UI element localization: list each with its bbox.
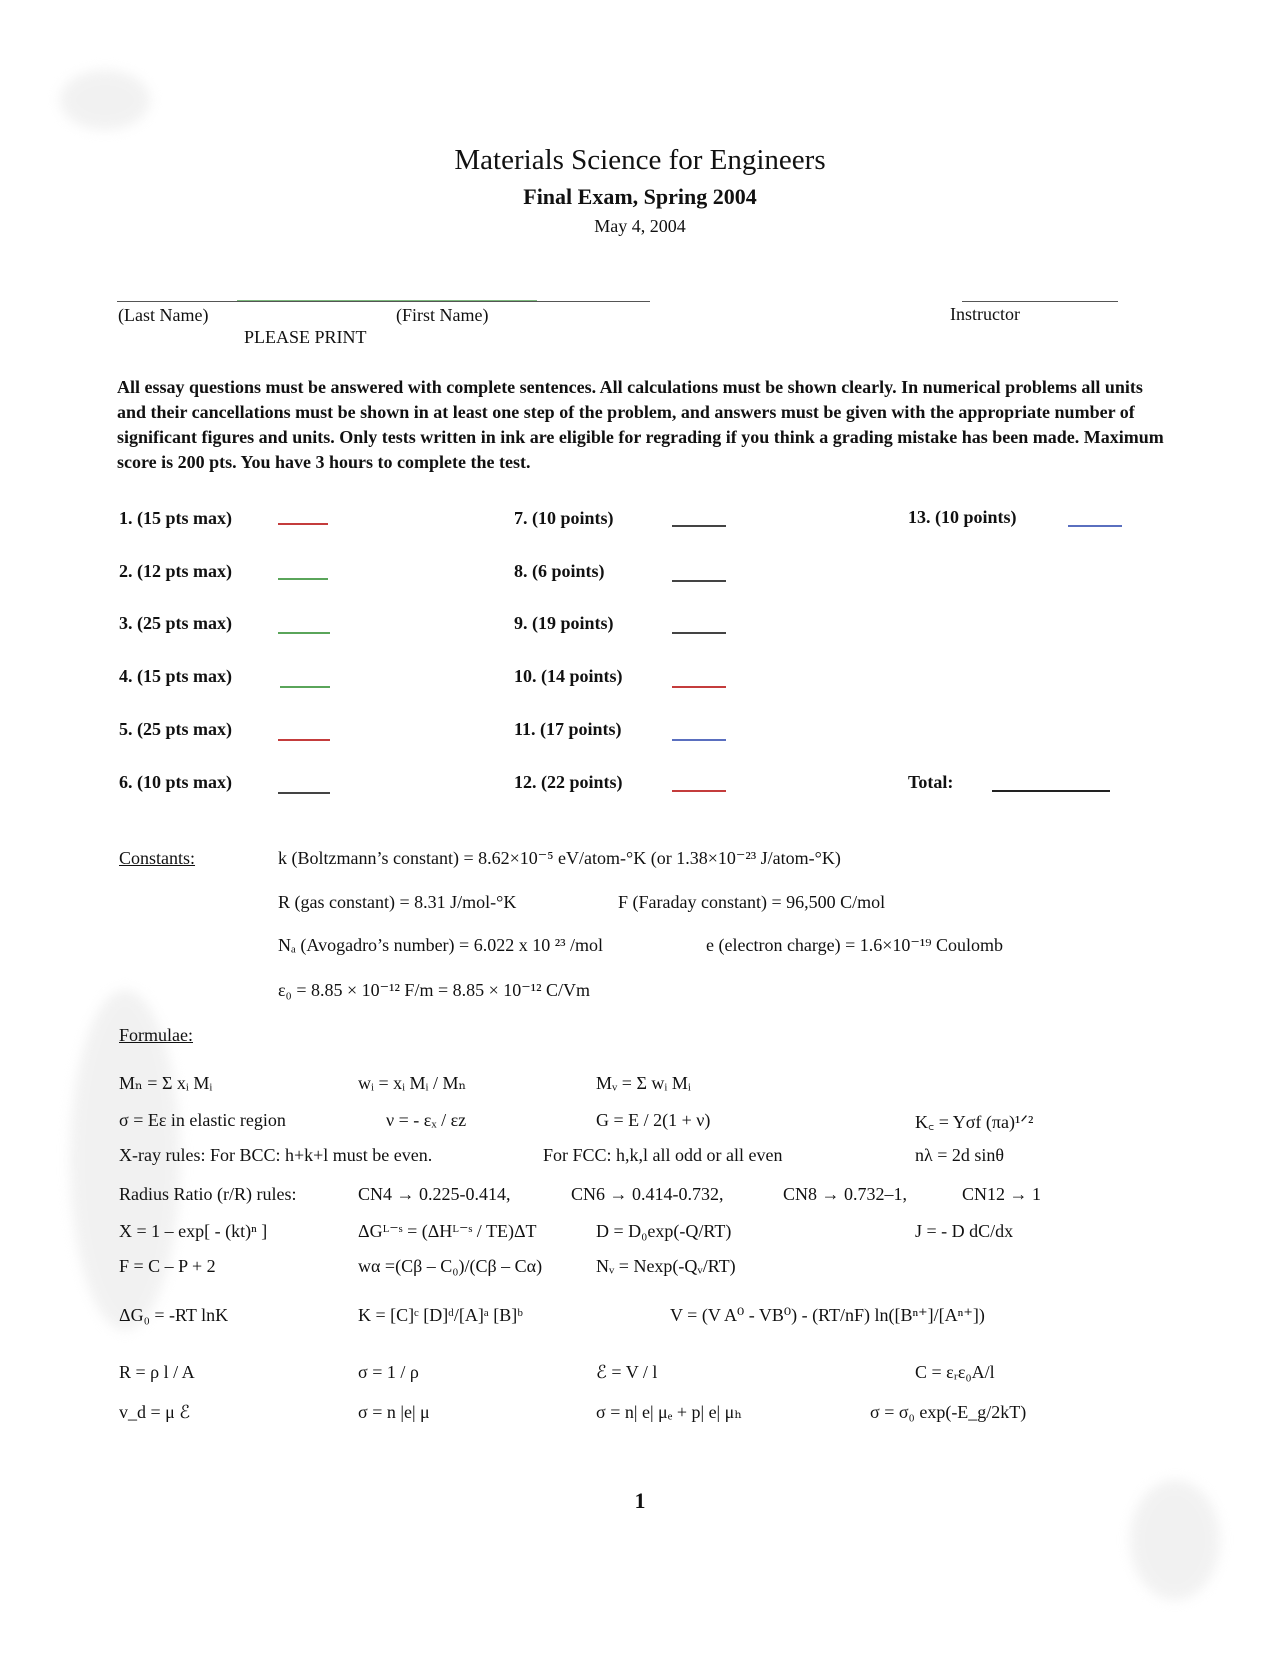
- formula-lever-rule: wα =(Cβ – C₀)/(Cβ – Cα): [358, 1256, 543, 1276]
- formula-conductivity-n: σ = n |e| μ: [358, 1402, 430, 1422]
- instructor-label: Instructor: [950, 304, 1020, 324]
- score-label-q12: 12. (22 points): [514, 772, 623, 792]
- instructor-line[interactable]: [962, 301, 1118, 302]
- score-label-q11: 11. (17 points): [514, 719, 622, 739]
- formula-capacitance: C = εᵣε₀A/l: [915, 1362, 995, 1382]
- formula-wi: wᵢ = xᵢ Mᵢ / Mₙ: [358, 1073, 467, 1093]
- formula-nernst: V = (V A⁰ - VB⁰) - (RT/nF) ln([Bⁿ⁺]/[Aⁿ⁺]): [670, 1305, 985, 1325]
- formula-bragg: nλ = 2d sinθ: [915, 1145, 1005, 1165]
- exam-title: Materials Science for Engineers: [454, 144, 826, 176]
- formula-resistance: R = ρ l / A: [119, 1362, 195, 1382]
- exam-date: May 4, 2004: [594, 216, 686, 236]
- formula-vacancies: Nᵥ = Nexp(-Qᵥ/RT): [596, 1256, 736, 1276]
- formula-fracture: K꜀ = Yσf (πa)¹ᐟ²: [915, 1112, 1034, 1132]
- constant-faraday: F (Faraday constant) = 96,500 C/mol: [618, 892, 886, 912]
- formula-poisson: ν = - εₓ / εz: [386, 1110, 467, 1130]
- instructions-paragraph: All essay questions must be answered with complete sentences. All calculations must be shown clearly. In numerical problems all units and their cancellations must be shown in at least one step of the problem, and answers must be given with the appropriate number of significant figures and units. Only tests written in ink are eligible for regrading if you think a grading mistake has been made. Maximum score is 200 pts. You have 3 hours to complete the test.: [117, 377, 1164, 472]
- score-blank-q11[interactable]: [672, 739, 726, 741]
- score-blank-q5[interactable]: [278, 739, 330, 741]
- formula-cn6: CN6 → 0.414-0.732,: [571, 1184, 724, 1204]
- score-blank-q2[interactable]: [278, 578, 328, 580]
- formula-radius-ratio: Radius Ratio (r/R) rules:: [119, 1184, 297, 1204]
- formula-drift-velocity: v_d = μ ℰ: [119, 1402, 191, 1422]
- formula-hooke: σ = Eε in elastic region: [119, 1110, 286, 1130]
- score-label-q4: 4. (15 pts max): [119, 666, 232, 686]
- score-blank-q10[interactable]: [672, 686, 726, 688]
- constant-permittivity: ε₀ = 8.85 × 10⁻¹² F/m = 8.85 × 10⁻¹² C/Vm: [278, 980, 591, 1000]
- exam-subtitle: Final Exam, Spring 2004: [523, 184, 757, 209]
- score-label-q13: 13. (10 points): [908, 507, 1017, 527]
- formula-mw: Mᵥ = Σ wᵢ Mᵢ: [596, 1073, 691, 1093]
- formula-phase-rule: F = C – P + 2: [119, 1256, 216, 1276]
- formula-conductivity: σ = 1 / ρ: [358, 1362, 419, 1382]
- score-label-q5: 5. (25 pts max): [119, 719, 232, 739]
- score-blank-q1[interactable]: [278, 523, 328, 525]
- score-label-q10: 10. (14 points): [514, 666, 623, 686]
- formula-field: ℰ = V / l: [596, 1362, 658, 1382]
- score-blank-q6[interactable]: [278, 792, 330, 794]
- score-blank-q7[interactable]: [672, 525, 726, 527]
- score-label-q7: 7. (10 points): [514, 508, 614, 528]
- score-label-q8: 8. (6 points): [514, 561, 605, 581]
- formula-shear: G = E / 2(1 + ν): [596, 1110, 711, 1130]
- formula-conductivity-np: σ = n| e| μₑ + p| e| μₕ: [596, 1402, 743, 1422]
- print-note: PLEASE PRINT: [244, 327, 367, 347]
- formula-avrami: X = 1 – exp[ - (kt)ⁿ ]: [119, 1221, 268, 1241]
- score-label-q3: 3. (25 pts max): [119, 613, 232, 633]
- formula-xray-fcc: For FCC: h,k,l all odd or all even: [543, 1145, 783, 1165]
- total-blank[interactable]: [992, 790, 1110, 792]
- score-blank-q3[interactable]: [278, 632, 330, 634]
- formula-xray-bcc: X-ray rules: For BCC: h+k+l must be even.: [119, 1145, 433, 1165]
- formula-fick: J = - D dC/dx: [915, 1221, 1014, 1241]
- formula-diffusivity: D = D₀exp(-Q/RT): [596, 1221, 732, 1241]
- score-label-q1: 1. (15 pts max): [119, 508, 232, 528]
- formula-cn8: CN8 → 0.732–1,: [783, 1184, 908, 1204]
- score-label-q6: 6. (10 pts max): [119, 772, 232, 792]
- score-label-q9: 9. (19 points): [514, 613, 614, 633]
- formula-cn12: CN12 → 1: [962, 1184, 1042, 1204]
- formula-gibbs: ΔG₀ = -RT lnK: [119, 1305, 229, 1325]
- constant-avogadro: Nₐ (Avogadro’s number) = 6.022 x 10 ²³ /mol: [278, 935, 603, 955]
- score-blank-q4[interactable]: [280, 686, 330, 688]
- total-label: Total:: [908, 772, 954, 792]
- score-blank-q9[interactable]: [672, 632, 726, 634]
- constant-electron-charge: e (electron charge) = 1.6×10⁻¹⁹ Coulomb: [706, 935, 1004, 955]
- constant-boltzmann: k (Boltzmann’s constant) = 8.62×10⁻⁵ eV/atom-°K (or 1.38×10⁻²³ J/atom-°K): [278, 848, 841, 868]
- formula-cn4: CN4 → 0.225-0.414,: [358, 1184, 511, 1204]
- last-name-label: (Last Name): [118, 305, 209, 325]
- score-blank-q13[interactable]: [1068, 525, 1122, 527]
- formula-mn: Mₙ = Σ xᵢ Mᵢ: [119, 1073, 213, 1093]
- score-blank-q12[interactable]: [672, 790, 726, 792]
- constant-gas: R (gas constant) = 8.31 J/mol-°K: [278, 892, 517, 912]
- formulae-heading: Formulae:: [119, 1025, 193, 1045]
- formula-equilibrium: K = [C]ᶜ [D]ᵈ/[A]ᵃ [B]ᵇ: [358, 1305, 523, 1325]
- first-name-label: (First Name): [396, 305, 489, 325]
- scan-smudge: [60, 70, 150, 130]
- formula-delta-g: ΔGᴸ⁻ˢ = (ΔHᴸ⁻ˢ / TE)ΔT: [358, 1221, 537, 1241]
- score-blank-q8[interactable]: [672, 580, 726, 582]
- name-line[interactable]: [117, 301, 650, 302]
- formula-intrinsic: σ = σ₀ exp(-E_g/2kT): [870, 1402, 1027, 1422]
- page-number: 1: [634, 1488, 646, 1513]
- constants-heading: Constants:: [119, 848, 196, 868]
- score-label-q2: 2. (12 pts max): [119, 561, 232, 581]
